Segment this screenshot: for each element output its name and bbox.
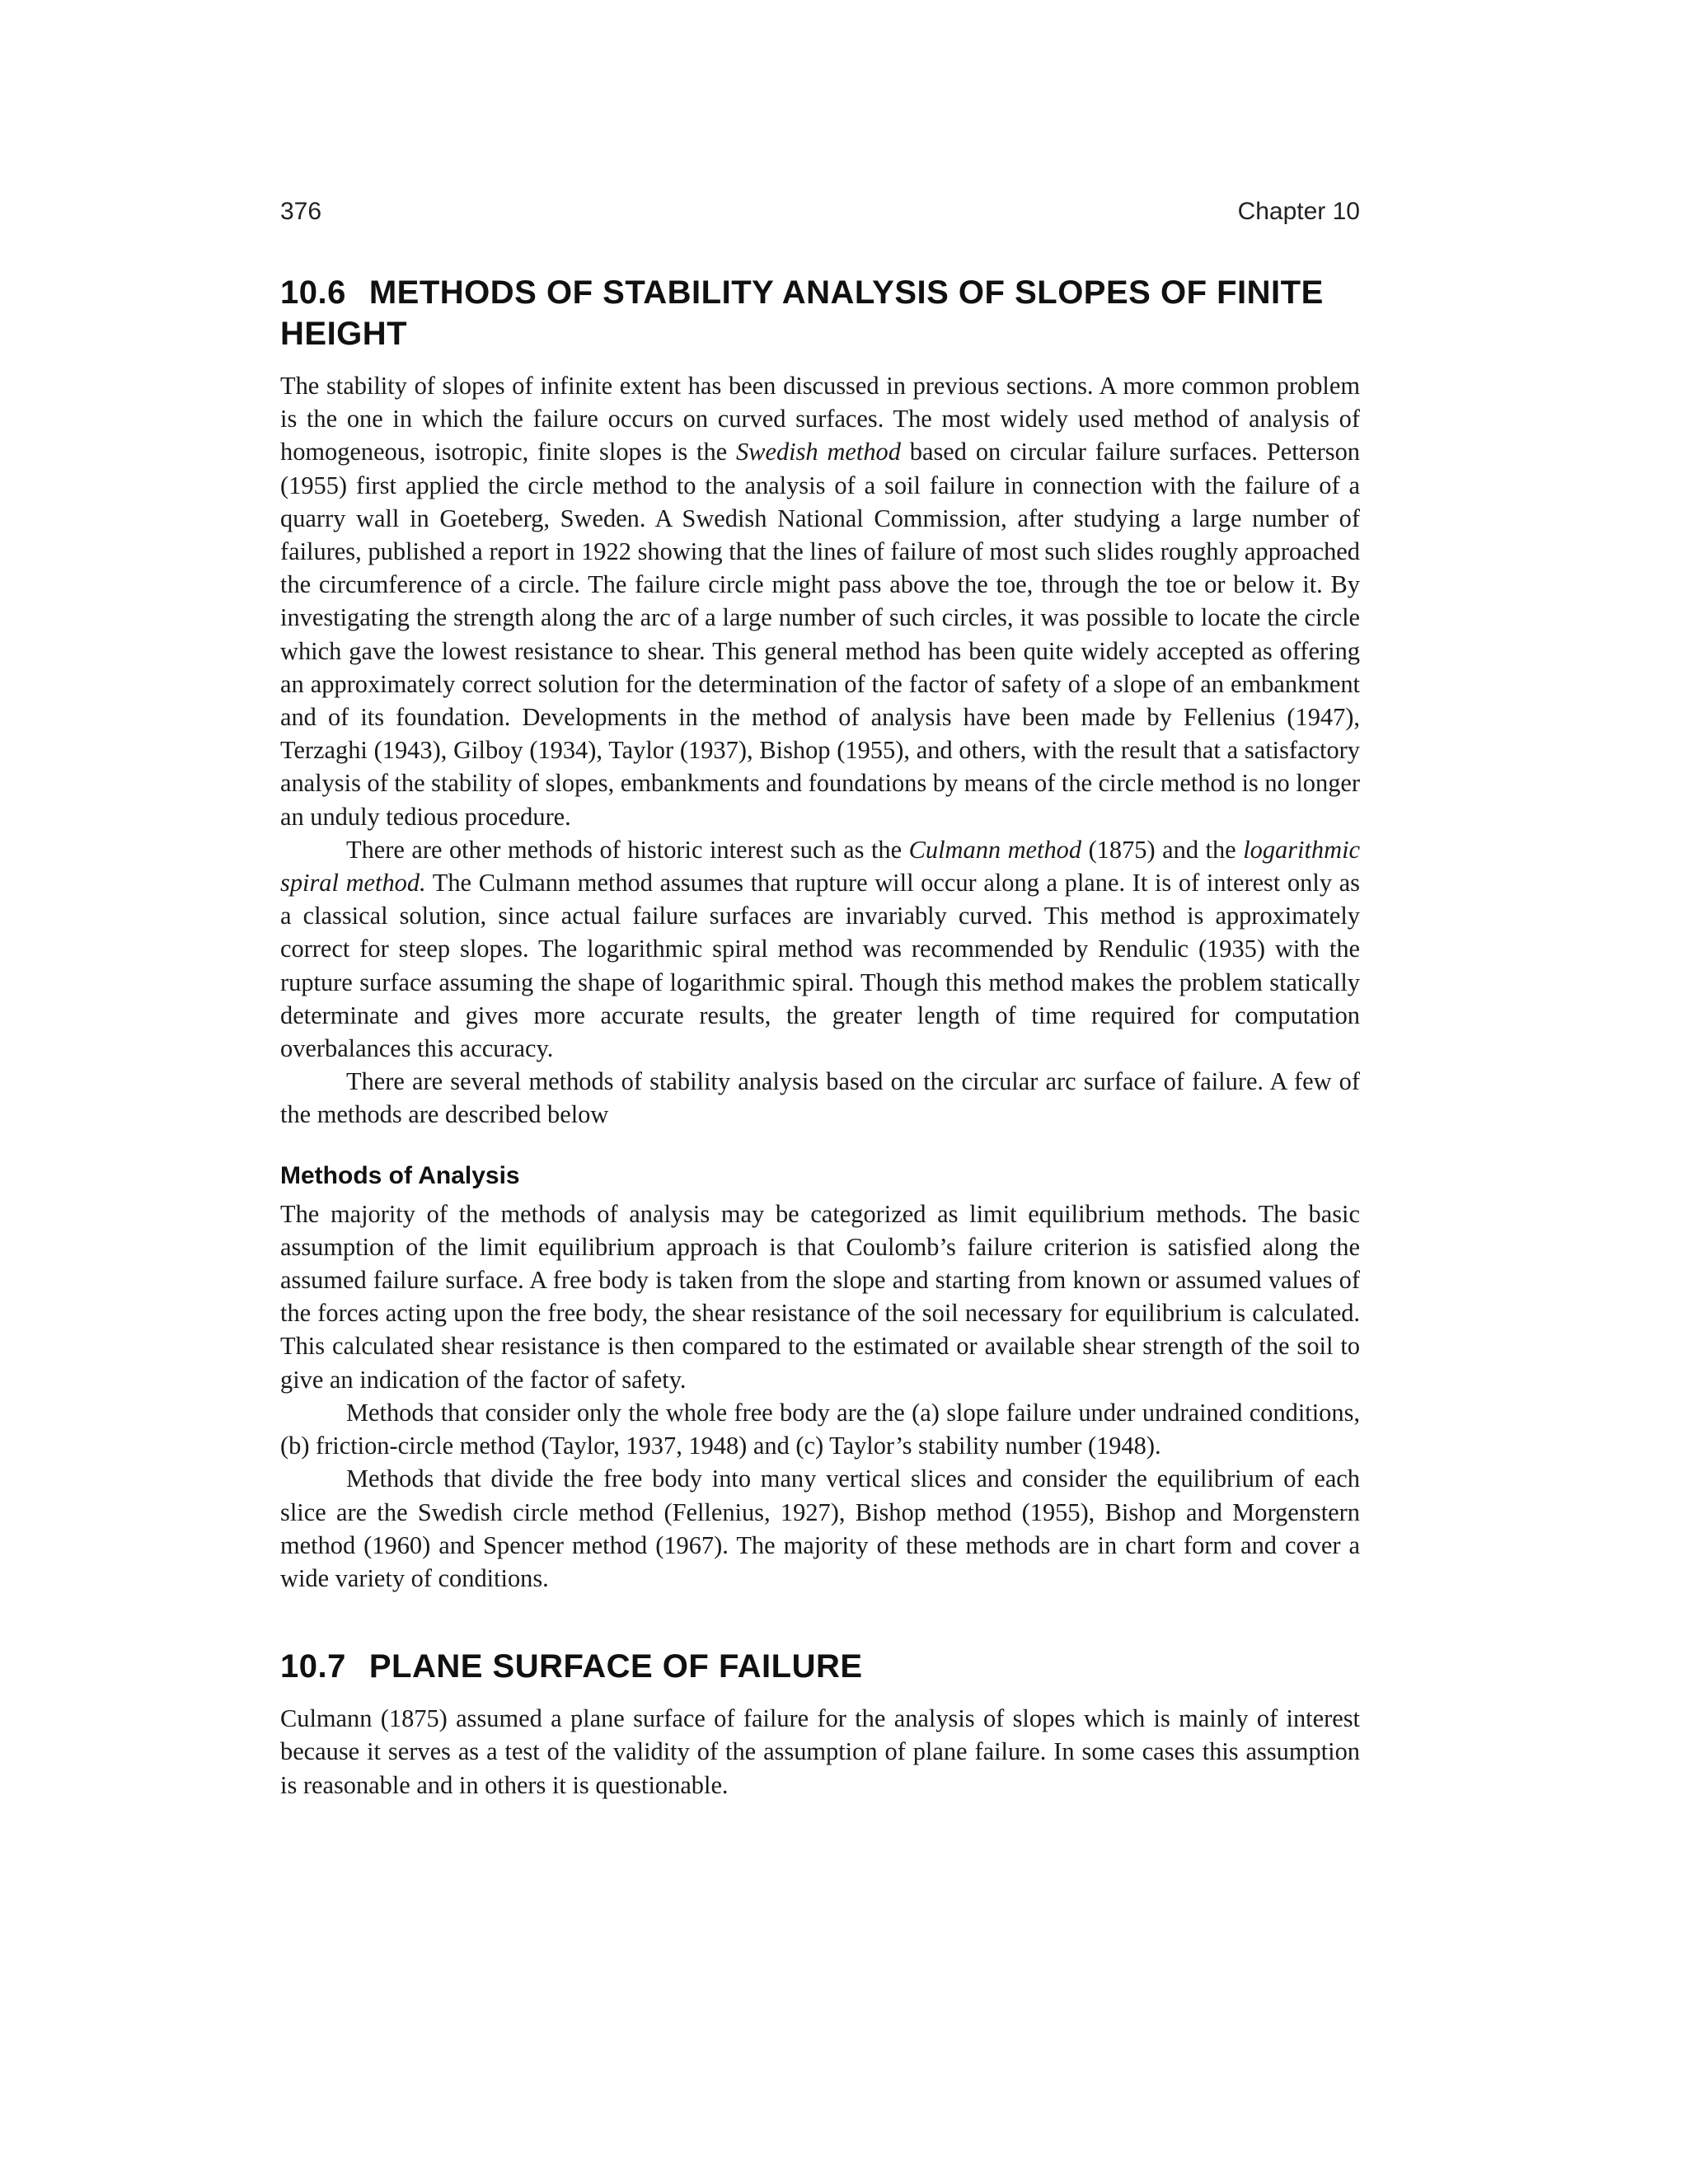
paragraph-swedish-method — [280, 369, 1360, 833]
paragraph-plane-failure: Culmann (1875) assumed a plane surface of failure for the analysis of slopes which is mainly of interest because it serves as a test of the validity of the assumption of plane failure. In some cases this assumption is reasonable and in others it is questionable. — [280, 1704, 1360, 1799]
culmann-method-term: Culmann method — [908, 835, 1082, 864]
section-title: METHODS OF STABILITY ANALYSIS OF SLOPES OF FINITE HEIGHT — [280, 274, 1324, 352]
paragraph-limit-equilibrium: The majority of the methods of analysis may be categorized as limit equilibrium methods. The basic assumption of the limit equilibrium approach is that Coulomb’s failure criterion is satisfied along the assumed failure surface. A free body is taken from the slope and starting from known or assumed values of the forces acting upon the free body, the shear resistance of the soil necessary for equilibrium is calculated. This calculated shear resistance is then compared to the estimated or available shear strength of the soil to give an indication of the factor of safety. — [280, 1199, 1360, 1394]
page-number: 376 — [280, 198, 322, 225]
methods-of-analysis-heading: Methods of Analysis — [280, 1161, 520, 1189]
section-number: 10.7 — [280, 1648, 346, 1685]
paragraph-text: based on circular failure surfaces. Petterson (1955) first applied the circle method to the analysis of a soil failure in connection with the failure of a quarry wall in Goeteberg, Sweden. A Swedish National Commission, after studying a large number of failures, published a report in 1922 showing that the lines of failure of most such slides roughly approached the circumference of a circle. The failure circle might pass above the toe, through the toe or below it. By investigating the strength along the arc of a large number of such circles, it was possible to locate the circle which gave the lowest resistance to shear. This general method has been quite widely accepted as offering an approximately correct solution for the determination of the factor of safety of a slope of an embankment and of its foundation. Developments in the method of analysis have been made by Fellenius (1947), Terzaghi (1943), Gilboy (1934), Taylor (1937), Bishop (1955), and others, with the result that a satisfactory analysis of the stability of slopes, embankments and foundations by means of the circle method is no longer an unduly tedious procedure. — [280, 438, 1360, 831]
paragraph-text: The stability of slopes of infinite extent has been discussed in previous sections. A more common problem is the one in which the failure occurs on curved surfaces. The most widely used method of analysis of homogeneous, isotropic, finite slopes is the — [280, 372, 1360, 466]
paragraph-text: There are other methods of historic interest such as the — [346, 835, 909, 864]
paragraph-slice-methods: Methods that divide the free body into many vertical slices and consider the equilibrium of each slice are the Swedish circle method (Fellenius, 1927), Bishop method (1955), Bishop and Morgenstern method (1960) and Spencer method (1967). The majority of these methods are in chart form and cover a wide variety of conditions. — [280, 1465, 1360, 1592]
paragraph-circular-arc-methods: There are several methods of stability analysis based on the circular arc surface of failure. A few of the methods are described below — [280, 1067, 1360, 1129]
section-title: PLANE SURFACE OF FAILURE — [368, 1648, 863, 1685]
paragraph-historic-methods — [280, 833, 1360, 1065]
book-page — [280, 198, 1360, 1802]
swedish-method-term: Swedish method — [735, 438, 901, 466]
paragraph-text: The Culmann method assumes that rupture will occur along a plane. It is of interest only as a classical solution, since actual failure surfaces are invariably curved. This method is approximately correct for steep slopes. The logarithmic spiral method was recommended by Rendulic (1935) with the rupture surface assuming the shape of logarithmic spiral. Though this method makes the problem statically determinate and gives more accurate results, the greater length of time required for computation overbalances this accuracy. — [280, 869, 1361, 1063]
section-10-6-heading — [280, 272, 1360, 354]
section-10-7-heading — [280, 1646, 1360, 1687]
chapter-label: Chapter 10 — [1237, 198, 1360, 225]
paragraph-whole-free-body: Methods that consider only the whole free body are the (a) slope failure under undrained conditions, (b) friction-circle method (Taylor, 1937, 1948) and (c) Taylor’s stability number (1948). — [280, 1398, 1360, 1460]
running-head — [280, 198, 1360, 239]
section-number: 10.6 — [280, 274, 346, 311]
paragraph-text: (1875) and the — [1081, 835, 1244, 864]
log-spiral-method-term: logarithmic spiral method. — [280, 835, 1361, 898]
